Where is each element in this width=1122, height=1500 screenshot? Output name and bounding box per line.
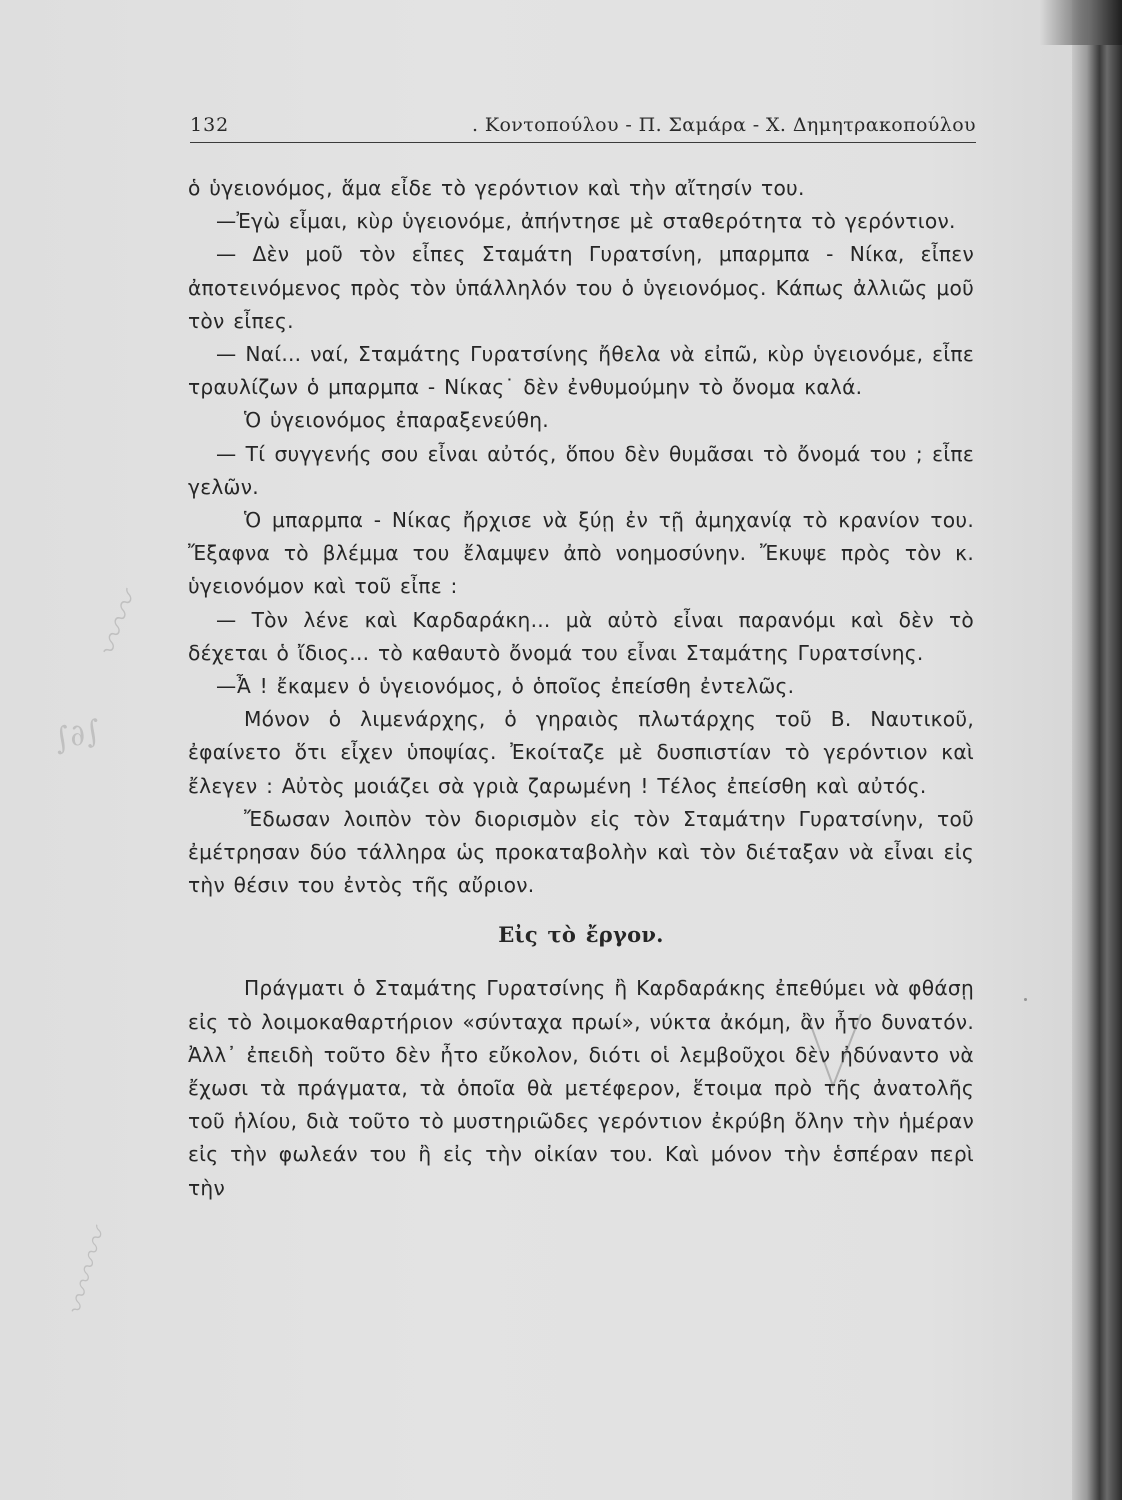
book-spine-edge bbox=[1072, 0, 1122, 1500]
pencil-check-mark bbox=[805, 1012, 865, 1092]
paragraph: Μόνον ὁ λιμενάρχης, ὁ γηραιὸς πλωτάρχης τοῦ Β. Ναυτικοῦ, ἐφαίνετο ὅτι εἶχεν ὑποψίας. Ἐκοίταζε μὲ δυσπιστίαν τὸ γερόντιον καὶ ἔλεγεν : Αὐτὸς μοιάζει σὰ γριὰ ζαρωμένη ! Τέλος ἐπείσθη καὶ αὐτός. bbox=[188, 707, 974, 798]
paragraph: — Τὸν λένε καὶ Καρδαράκη... μὰ αὐτὸ εἶναι παρανόμι καὶ δὲν τὸ δέχεται ὁ ἴδιος... τὸ καθαυτὸ ὄνομά του εἶναι Σταμάτης Γυρατσίνης. bbox=[188, 607, 974, 665]
paragraph: —Ἐγὼ εἶμαι, κὺρ ὑγειονόμε, ἀπήντησε μὲ σταθερότητα τὸ γερόντιον. bbox=[216, 209, 956, 234]
paragraph: — Ναί... ναί, Σταμάτης Γυρατσίνης ἤθελα νὰ εἰπῶ, κὺρ ὑγειονόμε, εἶπε τραυλίζων ὁ μπαρμπα - Νίκας˙ δὲν ἐνθυμούμην τὸ ὄνομα καλά. bbox=[188, 342, 974, 400]
pencil-annotation-mark: 〰〰 bbox=[88, 586, 150, 665]
pencil-annotation-mark: 〰〰〰 bbox=[59, 1224, 118, 1322]
page-header bbox=[190, 112, 976, 142]
paragraph: — Δὲν μοῦ τὸν εἶπες Σταμάτη Γυρατσίνη, μπαρμπα - Νίκα, εἶπεν ἀποτεινόμενος πρὸς τὸν ὑπάλληλόν του ὁ ὑγειονόμος. Κάπως ἀλλιῶς μοῦ τὸν εἶπες. bbox=[188, 242, 974, 333]
running-head: . Κοντοπούλου - Π. Σαμάρα - Χ. Δημητρακοπούλου bbox=[472, 114, 976, 136]
pencil-annotation-mark: ∫∂∫ bbox=[50, 713, 104, 758]
book-binding-shadow bbox=[1040, 0, 1122, 45]
header-rule bbox=[190, 142, 976, 143]
dust-speck bbox=[1024, 998, 1027, 1001]
paragraph: Ὁ μπαρμπα - Νίκας ἤρχισε νὰ ξύῃ ἐν τῇ ἀμηχανίᾳ τὸ κρανίον του. Ἔξαφνα τὸ βλέμμα του ἔλαμψεν ἀπὸ νοημοσύνην. Ἔκυψε πρὸς τὸν κ. ὑγειονόμον καὶ τοῦ εἶπε : bbox=[188, 508, 974, 599]
paragraph: ὁ ὑγειονόμος, ἅμα εἶδε τὸ γερόντιον καὶ τὴν αἴτησίν του. bbox=[188, 176, 805, 200]
paragraph: Ὁ ὑγειονόμος ἐπαραξενεύθη. bbox=[244, 408, 549, 433]
paragraph: Ἔδωσαν λοιπὸν τὸν διορισμὸν εἰς τὸν Σταμάτην Γυρατσίνην, τοῦ ἐμέτρησαν δύο τάλληρα ὡς προκαταβολὴν καὶ τὸν διέταξαν νὰ εἶναι εἰς τὴν θέσιν του ἐντὸς τῆς αὔριον. bbox=[188, 806, 974, 898]
section-title: Εἰς τὸ ἔργον. bbox=[498, 922, 664, 948]
paragraph: — Τί συγγενής σου εἶναι αὐτός, ὅπου δὲν θυμᾶσαι τὸ ὄνομά του ; εἶπε γελῶν. bbox=[188, 441, 974, 499]
dust-speck bbox=[532, 548, 535, 551]
paragraph: Πράγματι ὁ Σταμάτης Γυρατσίνης ἢ Καρδαράκης ἐπεθύμει νὰ φθάσῃ εἰς τὸ λοιμοκαθαρτήριον «σύνταχα πρωί», νύκτα ἀκόμη, ἂν ἦτο δυνατόν. Ἀλλ᾽ ἐπειδὴ τοῦτο δὲν ἦτο εὔκολον, διότι οἱ λεμβοῦχοι δὲν ἠδύναντο νὰ ἔχωσι τὰ πράγματα, τὰ ὁποῖα θὰ μετέφερον, ἕτοιμα πρὸ τῆς ἀνατολῆς τοῦ ἡλίου, διὰ τοῦτο τὸ μυστηριῶδες γερόντιον ἐκρύβη ὅλην τὴν ἡμέραν εἰς τὴν φωλεάν του ἢ εἰς τὴν οἰκίαν του. Καὶ μόνον τὴν ἑσπέραν περὶ τὴν bbox=[188, 976, 974, 1200]
paragraph: —Ἆ ! ἔκαμεν ὁ ὑγειονόμος, ὁ ὁποῖος ἐπείσθη ἐντελῶς. bbox=[216, 674, 795, 699]
page-number: 132 bbox=[190, 114, 230, 136]
